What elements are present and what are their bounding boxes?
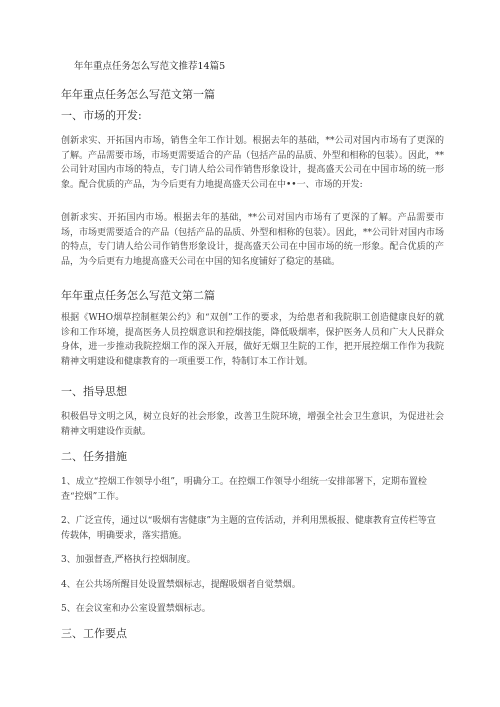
document-title: 年年重点任务怎么写范文推荐14篇5	[74, 61, 226, 72]
article2-title: 年年重点任务怎么写范文第二篇	[61, 289, 215, 302]
list-item: 2、广泛宣传，通过以“吸烟有害健康”为主题的宣传活动，并利用黑板报、健康教育宣传栏等宣传载体，明确要求，落实措施。	[61, 516, 436, 541]
list-item: 3、加强督查,严格执行控烟制度。	[61, 555, 196, 565]
article1-title: 年年重点任务怎么写范文第一篇	[61, 88, 215, 101]
paragraph: 创新求实、开拓国内市场，销售全年工作计划。根据去年的基础，**公司对国内市场有了更深的了解。产品需要市场，市场更需要适合的产品（包括产品的品质、外型和相称的包装）。因此，**公司针对国内市场的特点，专门请人给公司作销售形象设计，提高盛天公司在中国市场的统一形象。配合优质的产品，为今后更有力地提高盛天公司在中••一、市场的开发:	[61, 136, 444, 190]
section-heading-measures: 二、任务措施	[61, 450, 127, 463]
section-heading-market: 一、市场的开发:	[61, 109, 142, 122]
paragraph: 创新求实、开拓国内市场。根据去年的基础，**公司对国内市场有了更深的了解。产品需要市场，市场更需要适合的产品（包括产品的品质、外型和相称的包装）。因此，**公司针对国内市场的特点，专门请人给公司作销售形象设计，提高盛天公司在中国市场的统一形象。配合优质的产品，为今后更有力地提高盛天公司在中国的知名度铺好了稳定的基础。	[61, 213, 444, 267]
section-heading-guiding: 一、指导思想	[61, 385, 127, 398]
paragraph: 积极倡导文明之风，树立良好的社会形象，改善卫生院环境，增强全社会卫生意识，为促进社会精神文明建设作贡献。	[61, 412, 444, 437]
list-item: 4、在公共场所醒目处设置禁烟标志，提醒吸烟者自觉禁烟。	[61, 580, 301, 590]
paragraph: 根据《WHO烟草控制框架公约》和“双创”工作的要求，为给患者和我院职工创造健康良好的就诊和工作环境，提高医务人员控烟意识和控烟技能，降低吸烟率，保护医务人员和广大人民群众身体，进一步推动我院控烟工作的深入开展，做好无烟卫生院的工作，把开展控烟工作作为我院精神文明建设和健康教育的一项重要工作，特制订本工作计划。	[61, 313, 444, 367]
section-heading-points: 三、工作要点	[61, 627, 127, 640]
list-item: 5、在会议室和办公室设置禁烟标志。	[61, 604, 211, 614]
list-item: 1、成立“控烟工作领导小组”，明确分工。在控烟工作领导小组统一安排部署下，定期布置检查“控烟”工作。	[61, 477, 427, 502]
